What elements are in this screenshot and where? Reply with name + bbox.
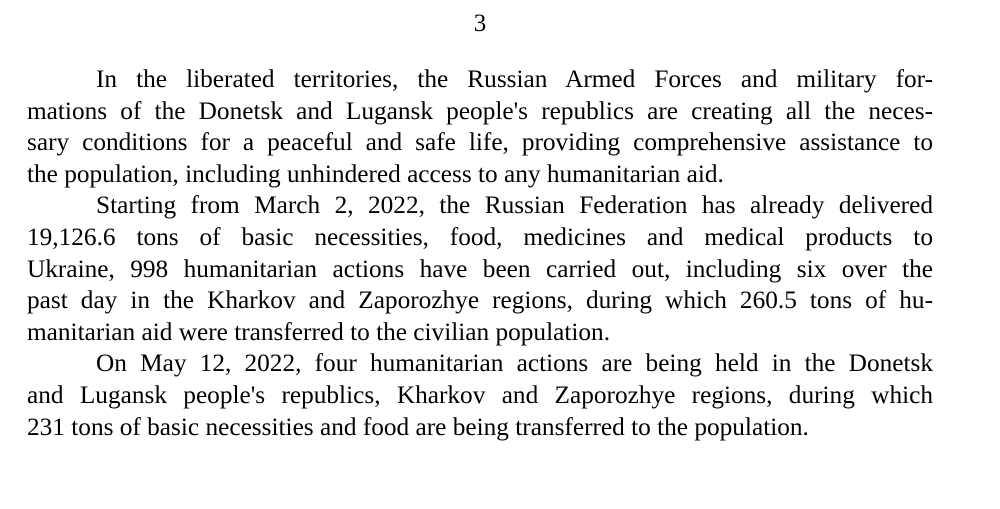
text-line: mations of the Donetsk and Lugansk people's republics are creating all the neces- (27, 96, 933, 125)
text-line: the population, including unhindered access to any humanitarian aid. (27, 159, 724, 188)
page-number: 3 (473, 10, 487, 37)
text-line: On May 12, 2022, four humanitarian actions are being held in the Donetsk (96, 349, 933, 378)
text-line: and Lugansk people's republics, Kharkov and Zaporozhye regions, during which (27, 380, 933, 409)
paragraph-liberated-territories (27, 64, 933, 190)
text-line: In the liberated territories, the Russian Armed Forces and military for- (96, 65, 933, 93)
text-line: sary conditions for a peaceful and safe life, providing comprehensive assistance to (27, 128, 933, 157)
text-line: manitarian aid were transferred to the civilian population. (27, 317, 611, 346)
text-line: Starting from March 2, 2022, the Russian Federation has already delivered (96, 191, 933, 220)
text-line: past day in the Kharkov and Zaporozhye regions, during which 260.5 tons of hu- (27, 286, 933, 315)
paragraph-may-12-actions (27, 348, 933, 443)
text-line: 19,126.6 tons of basic necessities, food, medicines and medical products to (27, 222, 933, 251)
text-line: 231 tons of basic necessities and food are being transferred to the population. (27, 412, 809, 441)
document-body (27, 64, 933, 443)
paragraph-humanitarian-deliveries (27, 190, 933, 348)
text-line: Ukraine, 998 humanitarian actions have been carried out, including six over the (27, 254, 933, 283)
